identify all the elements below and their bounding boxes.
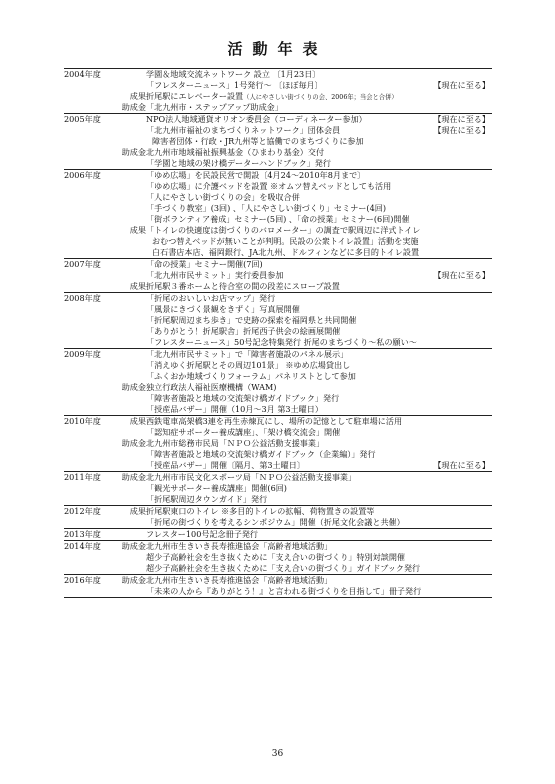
fiscal-year [64,147,110,170]
fiscal-year [64,438,110,472]
entry-category: 成果 [129,225,146,235]
activity-text: 西鉄電車高架橋3連を再生赤煉瓦にし、場所の記憶として駐車場に活用 [146,416,403,426]
activity-text: NPO法人地域通貨オリオン委員会（コーディネーター参加） [146,114,367,124]
activity-line [146,69,492,80]
activity-line [146,563,492,574]
activity-line [146,541,492,552]
activity-text: 「障害者施設と地域の交流架け橋ガイドブック（企業編）」発行 [146,449,376,459]
timeline-row [64,225,492,259]
activity-line [146,102,492,113]
activity-text: 「認知症サポーター養成講座」、「架け橋交流会」開催 [146,427,341,437]
ongoing-badge: 【現在に至る】 [433,460,490,470]
entry-lines [146,281,492,293]
activity-line [146,281,492,292]
activity-text: おむつ替えベッドが無いことが判明。民設の公衆トイレ設置」活動を実施 [152,236,419,246]
activity-text: 折尾駅にエレベーター設置 [146,91,244,101]
entry-lines [146,259,492,282]
activity-line [146,382,492,393]
fiscal-year: 2016年度 [64,575,110,598]
activity-note: （人にやさしい街づくりの会、2006年；当会と合併） [243,94,398,101]
entry-lines [146,225,492,259]
entry-lines [146,416,492,439]
activity-line [146,506,492,517]
entry-lines [146,170,492,226]
activity-line [146,158,492,169]
activity-text: 障害者団体・行政・JR九州等と協働でのまちづくりに参加 [152,136,364,146]
activity-line [146,80,492,91]
activity-text: 「北九州市民サミット」実行委員参加 [146,270,284,280]
activity-text: 北九州市市民文化スポーツ局「ＮＰＯ公益活動支援事業」 [146,472,357,482]
activity-line [146,517,492,528]
activity-line [146,293,492,304]
activity-text: 「手づくり教室」(3回) 、「人にやさしい街づくり」セミナー(4回) [146,203,386,213]
activity-text: 「授産品バザー」開催（10月～3月 第3土曜日） [146,404,323,414]
activity-text: 「人にやさしい街づくりの会」を吸収合併 [146,192,300,202]
activity-text: 「折尾駅周辺タウンガイド」発行 [146,494,268,504]
activity-text: 北九州市地域福祉振興基金（ひまわり基金）交付 [146,147,325,157]
activity-line [146,575,492,586]
activity-text: 北九州市生きいき長寿推進協会「高齢者地域活動」 [146,541,333,551]
timeline-row [64,69,492,92]
activity-line [146,449,492,460]
activity-line [146,371,492,382]
fiscal-year: 2004年度 [64,69,110,92]
entry-category: 助成金 [121,382,146,392]
activity-text: 北九州市総務市民局「ＮＰＯ公益活動支援事業」 [146,438,325,448]
activity-line [146,304,492,315]
activity-line [146,483,492,494]
ongoing-badge: 【現在に至る】 [433,114,490,124]
entry-lines [146,472,492,506]
activity-line [146,349,492,360]
activity-line [146,438,492,449]
fiscal-year: 2013年度 [64,529,110,541]
activity-text: 「トイレの快適度は街づくりのバロメーター」の調査で駅周辺に洋式トイレ [146,225,421,235]
activity-line [146,460,492,471]
page-number: 36 [271,749,284,759]
entry-category: 成果 [110,416,146,439]
activity-text: 「折尾の街づくりを考えるシンポジウム」開催（折尾文化会議と共催） [146,517,405,527]
timeline-row [64,102,492,114]
activity-line [146,170,492,181]
activity-line [146,259,492,270]
ongoing-badge: 【現在に至る】 [433,80,490,90]
activity-text: 北九州市生きいき長寿推進協会「高齢者地域活動」 [146,575,333,585]
activity-text: 折尾駅３番ホームと待合室の間の段差にスロープ設置 [146,281,340,291]
fiscal-year: 2007年度 [64,259,110,282]
entry-category: 助成金 [121,438,146,448]
activity-line [146,393,492,404]
fiscal-year: 2005年度 [64,114,110,148]
activity-text: 独立行政法人福祉医療機構（WAM) [146,382,277,392]
ongoing-badge: 【現在に至る】 [433,125,490,135]
activity-line [146,114,492,125]
activity-line [146,147,492,158]
activity-text: 折尾駅東口のトイレ ※多目的トイレの拡幅、荷物置きの設置等 [146,506,375,516]
activity-text: 「ふくおか地域づくりフォーラム」パネリストとして参加 [146,371,356,381]
fiscal-year [64,102,110,114]
activity-text: 学園＆地域交流ネットワーク 設立 〔1月23日〕 [146,69,321,79]
entry-category [110,170,146,226]
activity-text: 「消えゆく折尾駅とその周辺101景」 ※ゆめ広場貸出し [146,360,351,370]
fiscal-year: 2010年度 [64,416,110,439]
fiscal-year [64,225,110,259]
entry-category: 成果 [129,281,146,291]
entry-category: 成果 [129,91,146,101]
timeline-row [64,293,492,349]
timeline-row [64,472,492,506]
entry-category [110,293,146,349]
entry-lines [146,91,492,102]
entry-lines [146,382,492,416]
fiscal-year [64,91,110,102]
activity-text: 「北九州市民サミット」で「障害者施設のパネル展示」 [146,349,349,359]
activity-line [146,552,492,563]
fiscal-year: 2008年度 [64,293,110,349]
activity-line [146,427,492,438]
entry-category [110,114,146,148]
entry-category: 助成金 [110,575,146,598]
activity-line [146,181,492,192]
timeline-row [64,541,492,575]
page-title: 活動年表 [227,40,328,58]
activity-text: 「街ボランティア養成」セミナー(5回) 、「命の授業」セミナー(6回)開催 [146,214,410,224]
activity-text: 「命の授業」セミナー開催(7回) [146,259,263,269]
entry-lines [146,114,492,148]
activity-text: フレスター100号記念冊子発行 [146,529,259,539]
activity-line [146,270,492,281]
entry-lines [146,147,492,170]
activity-text: 「北九州市・ステップアップ助成金」 [146,102,283,112]
timeline-row [64,259,492,282]
timeline-row [64,349,492,383]
activity-text: 「観光サポーター養成講座」開催(6回) [146,483,287,493]
activity-text: 「学園と地域の架け橋データーハンドブック」発行 [146,158,331,168]
activity-text: 超少子高齢社会を生き抜くために「支え合いの街づくり」ガイドブック発行 [146,563,421,573]
activity-line [146,494,492,505]
timeline-row [64,506,492,529]
entry-lines [146,293,492,349]
fiscal-year [64,281,110,293]
activity-line [146,337,492,348]
entry-lines [146,575,492,598]
entry-category [110,69,146,92]
activity-text: 白石書店本店、福岡銀行、JA北九州、ドルフィンなどに多目的トイレ設置 [152,247,420,257]
activity-text: 「未来の人から『ありがとう！』と言われる街づくりを目指して」冊子発行 [146,586,422,596]
entry-lines [146,506,492,529]
activity-line [146,326,492,337]
timeline-row [64,416,492,439]
fiscal-year: 2006年度 [64,170,110,226]
entry-category: 助成金 [110,541,146,575]
fiscal-year: 2011年度 [64,472,110,506]
entry-category: 助成金 [121,147,146,157]
activity-text: 「風景にきづく景観をきずく」写真展開催 [146,304,300,314]
activity-text: 「ゆめ広場」に介護ベッドを設置 ※オムツ替えベッドとしても活用 [146,181,392,191]
timeline-row [64,114,492,148]
timeline-row [64,170,492,226]
timeline-row [64,147,492,170]
entry-category: 成果 [110,506,146,529]
entry-lines [146,102,492,114]
activity-text: 「ゆめ広場」を民設民営で開設〔4月24～2010年8月まで〕 [146,170,366,180]
activity-line [146,529,492,540]
timeline-row [64,91,492,102]
activity-text: 「折尾駅周辺まち歩き」で史跡の探索を福岡県と共同開催 [146,315,357,325]
entry-lines [146,541,492,575]
activity-line [146,192,492,203]
entry-lines [146,349,492,383]
fiscal-year [64,382,110,416]
activity-line [146,586,492,597]
timeline-row [64,382,492,416]
activity-line [146,125,492,136]
activity-text: 「折尾のおいしいお店マップ」発行 [146,293,276,303]
activity-line [146,247,492,258]
entry-category [110,529,146,541]
timeline-row [64,575,492,598]
entry-lines [146,69,492,92]
fiscal-year: 2012年度 [64,506,110,529]
fiscal-year: 2014年度 [64,541,110,575]
timeline-row [64,438,492,472]
activity-text: 「障害者施設と地域の交流架け橋ガイドブック」発行 [146,393,340,403]
activity-line [146,416,492,427]
entry-category [110,259,146,282]
activity-text: 「北九州市福祉のまちづくりネットワーク」団体会員 [146,125,341,135]
activity-line [146,214,492,225]
activity-text: 「ありがとう！折尾駅舎」折尾西子供会の絵画展開催 [146,326,341,336]
entry-category: 助成金 [121,102,146,112]
activity-line [146,236,492,247]
entry-category: 助成金 [110,472,146,506]
activity-line [146,203,492,214]
entry-category [110,349,146,383]
activity-line [146,404,492,415]
activity-timeline-table [64,68,492,598]
activity-line [146,472,492,483]
activity-line [146,91,492,102]
fiscal-year: 2009年度 [64,349,110,383]
activity-line [146,315,492,326]
activity-text: 超少子高齢社会を生き抜くために「支え合いの街づくり」特別対談開催 [146,552,406,562]
ongoing-badge: 【現在に至る】 [433,270,490,280]
timeline-body [64,69,492,598]
entry-lines [146,529,492,541]
activity-text: 「授産品バザー」開催〔隔月、第3土曜日〕 [146,460,305,470]
activity-line [146,360,492,371]
entry-lines [146,438,492,472]
activity-text: 「フレスターニュース」1号発行～ 〔ほぼ毎月〕 [146,80,323,90]
activity-line [146,225,492,236]
timeline-row [64,529,492,541]
timeline-row [64,281,492,293]
activity-line [146,136,492,147]
activity-text: 「フレスターニュース」50号記念特集発行 折尾のまちづくり～私の願い～ [146,337,417,347]
